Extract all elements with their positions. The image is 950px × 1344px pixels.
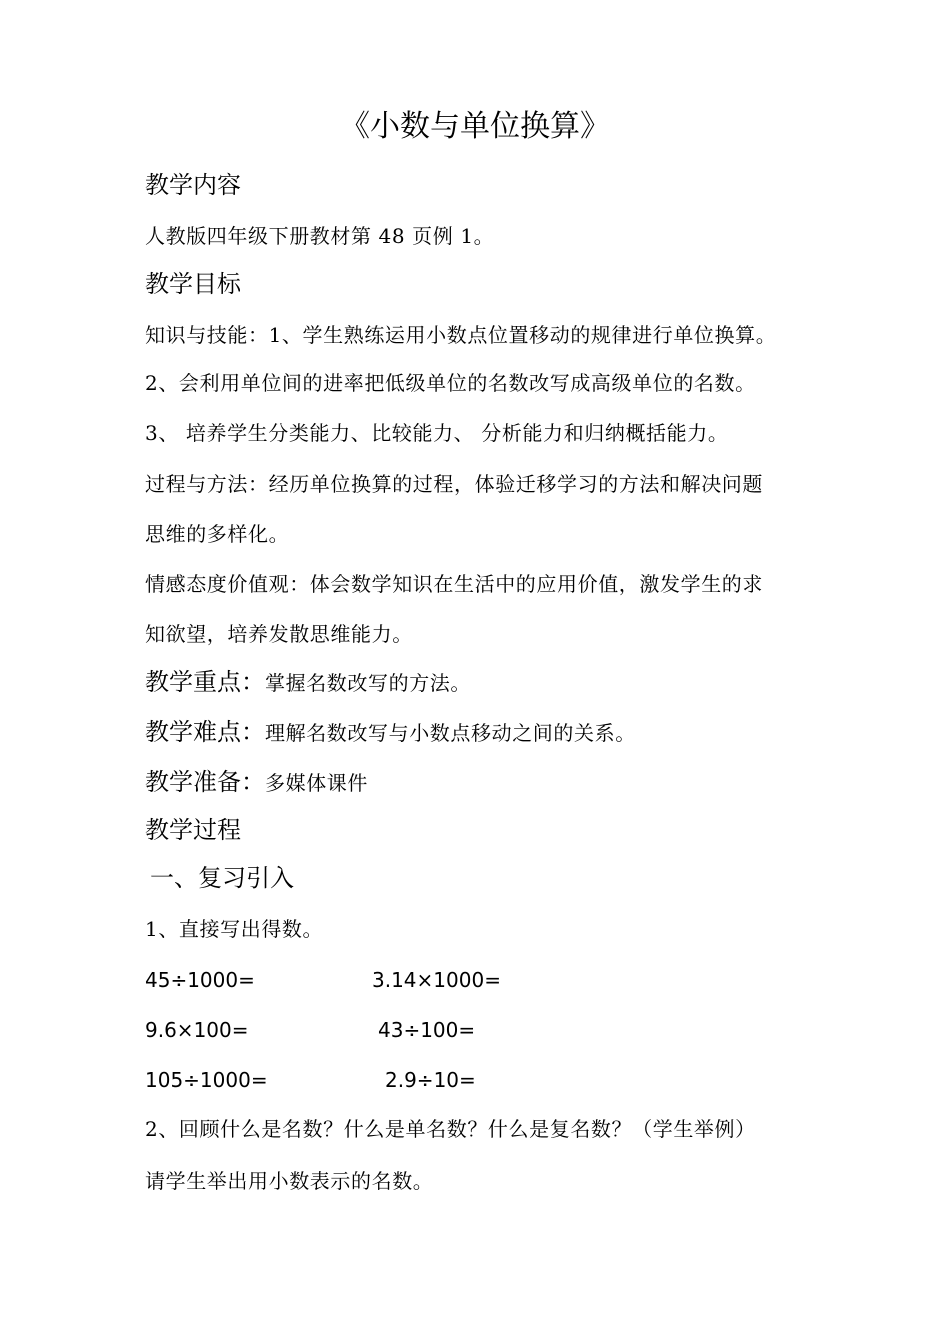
- process-method-line-1: 过程与方法：经历单位换算的过程，体验迁移学习的方法和解决问题: [145, 472, 763, 496]
- key-point-text: 掌握名数改写的方法。: [265, 671, 471, 695]
- exercise-item-2: 2、回顾什么是名数？什么是单名数？什么是复名数？（学生举例）: [145, 1117, 756, 1141]
- exercise-item-3: 请学生举出用小数表示的名数。: [145, 1169, 434, 1193]
- goal-line-3: 3、 培养学生分类能力、比较能力、 分析能力和归纳概括能力。: [145, 421, 729, 445]
- difficulty-row: [145, 720, 636, 744]
- heading-teaching-content: 教学内容: [145, 171, 241, 199]
- preparation-text: 多媒体课件: [265, 771, 368, 795]
- calc-left-1: 45÷1000=: [145, 968, 255, 992]
- preparation-row: [145, 770, 368, 794]
- goal-line-2: 2、会利用单位间的进率把低级单位的名数改写成高级单位的名数。: [145, 371, 756, 395]
- calc-left-2: 9.6×100=: [145, 1018, 249, 1042]
- heading-teaching-process: 教学过程: [145, 816, 241, 844]
- document-title: 《小数与单位换算》: [340, 109, 610, 144]
- goal-line-1: 知识与技能：1、学生熟练运用小数点位置移动的规律进行单位换算。: [145, 323, 777, 347]
- calc-right-1: 3.14×1000=: [372, 968, 501, 992]
- calc-right-3: 2.9÷10=: [385, 1068, 476, 1092]
- calc-right-2: 43÷100=: [378, 1018, 476, 1042]
- emotion-value-line-2: 知欲望，培养发散思维能力。: [145, 622, 413, 646]
- calc-left-3: 105÷1000=: [145, 1068, 268, 1092]
- emotion-value-line-1: 情感态度价值观：体会数学知识在生活中的应用价值，激发学生的求: [145, 572, 763, 596]
- process-method-line-2: 思维的多样化。: [145, 522, 290, 546]
- key-point-row: [145, 670, 471, 694]
- difficulty-label: 教学难点：: [145, 718, 265, 746]
- section-review-intro: 一、复习引入: [150, 864, 294, 892]
- exercise-item-1: 1、直接写出得数。: [145, 917, 324, 941]
- key-point-label: 教学重点：: [145, 668, 265, 696]
- heading-teaching-goals: 教学目标: [145, 270, 241, 298]
- preparation-label: 教学准备：: [145, 768, 265, 796]
- teaching-content-text: 人教版四年级下册教材第 48 页例 1。: [145, 224, 495, 248]
- difficulty-text: 理解名数改写与小数点移动之间的关系。: [265, 721, 636, 745]
